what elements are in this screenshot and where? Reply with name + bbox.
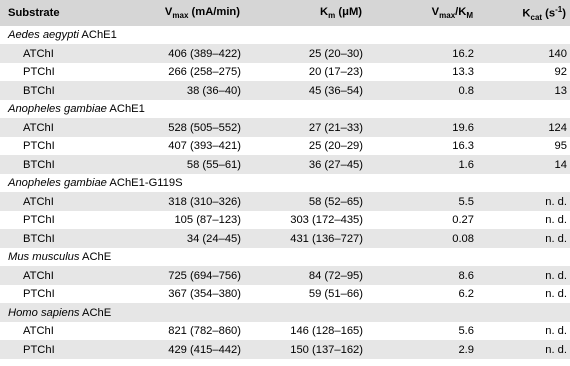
table-row [0, 285, 570, 304]
table-row [0, 82, 570, 101]
kcat-cell: n. d. [477, 211, 570, 230]
group-header-row [0, 26, 570, 45]
table-row [0, 211, 570, 230]
table-row [0, 156, 570, 175]
substrate-cell: ATChI [0, 322, 111, 341]
group-header-row [0, 304, 570, 323]
table-row [0, 341, 570, 360]
ratio-cell: 0.8 [366, 82, 477, 101]
kcat-cell: n. d. [477, 285, 570, 304]
species-name: Mus musculus [8, 251, 80, 264]
substrate-cell: PTChI [0, 63, 111, 82]
group-label [0, 304, 570, 323]
ratio-cell: 5.5 [366, 193, 477, 212]
vmax-cell: 58 (55–61) [111, 156, 244, 175]
table-row [0, 119, 570, 138]
enzyme-name: AChE1 [106, 103, 145, 116]
ratio-cell: 19.6 [366, 119, 477, 138]
kcat-cell: 124 [477, 119, 570, 138]
enzyme-name: AChE [79, 306, 112, 319]
table-row [0, 230, 570, 249]
group-header-row [0, 248, 570, 267]
substrate-cell: PTChI [0, 211, 111, 230]
table-row [0, 267, 570, 286]
substrate-cell: BTChI [0, 230, 111, 249]
vmax-cell: 429 (415–442) [111, 341, 244, 360]
vmax-cell: 725 (694–756) [111, 267, 244, 286]
kcat-cell: 95 [477, 137, 570, 156]
ratio-cell: 6.2 [366, 285, 477, 304]
kcat-cell: 140 [477, 45, 570, 64]
kcat-cell: n. d. [477, 322, 570, 341]
substrate-cell: PTChI [0, 341, 111, 360]
kcat-cell: n. d. [477, 193, 570, 212]
kcat-cell: n. d. [477, 267, 570, 286]
substrate-cell: PTChI [0, 285, 111, 304]
group-label [0, 100, 570, 119]
km-cell: 45 (36–54) [244, 82, 366, 101]
group-label [0, 26, 570, 45]
group-header-row [0, 174, 570, 193]
species-name: Aedes aegypti [8, 29, 79, 41]
ratio-cell: 16.2 [366, 45, 477, 64]
group-header-row [0, 100, 570, 119]
km-cell: 25 (20–29) [244, 137, 366, 156]
ratio-cell: 13.3 [366, 63, 477, 82]
header-kcat: $K_{cat}$ $(s^{-1})$ [522, 4, 566, 22]
species-name: Anopheles gambiae [8, 103, 107, 116]
km-cell: 25 (20–30) [244, 45, 366, 64]
enzyme-name: AChE1 [78, 29, 117, 41]
km-cell: 59 (51–66) [244, 285, 366, 304]
ratio-cell: 0.27 [366, 211, 477, 230]
species-name: Homo sapiens [8, 306, 80, 319]
table-row [0, 63, 570, 82]
vmax-cell: 407 (393–421) [111, 137, 244, 156]
km-cell: 150 (137–162) [244, 341, 366, 360]
ratio-cell: 8.6 [366, 267, 477, 286]
vmax-cell: 38 (36–40) [111, 82, 244, 101]
vmax-cell: 406 (389–422) [111, 45, 244, 64]
km-cell: 36 (27–45) [244, 156, 366, 175]
species-name: Anopheles gambiae [8, 177, 107, 190]
km-cell: 20 (17–23) [244, 63, 366, 82]
vmax-cell: 34 (24–45) [111, 230, 244, 249]
enzyme-name: AChE1-G119S [106, 177, 183, 190]
substrate-cell: PTChI [0, 137, 111, 156]
vmax-cell: 528 (505–552) [111, 119, 244, 138]
vmax-cell: 318 (310–326) [111, 193, 244, 212]
table-body [0, 26, 570, 359]
km-cell: 431 (136–727) [244, 230, 366, 249]
km-cell: 303 (172–435) [244, 211, 366, 230]
header-substrate: Substrate [8, 7, 60, 19]
ratio-cell: 1.6 [366, 156, 477, 175]
table-row [0, 45, 570, 64]
table-row [0, 193, 570, 212]
header-km: $K_m$ (μM) [320, 5, 362, 21]
kcat-cell: 13 [477, 82, 570, 101]
substrate-cell: BTChI [0, 156, 111, 175]
km-cell: 84 (72–95) [244, 267, 366, 286]
header-row [0, 0, 570, 26]
substrate-cell: ATChI [0, 193, 111, 212]
ratio-cell: 0.08 [366, 230, 477, 249]
substrate-cell: ATChI [0, 119, 111, 138]
header-vmax-km-ratio: $V_{max}/K_M$ [431, 5, 473, 21]
kcat-cell: n. d. [477, 230, 570, 249]
substrate-cell: ATChI [0, 45, 111, 64]
vmax-cell: 266 (258–275) [111, 63, 244, 82]
vmax-cell: 105 (87–123) [111, 211, 244, 230]
substrate-cell: BTChI [0, 82, 111, 101]
ratio-cell: 5.6 [366, 322, 477, 341]
kcat-cell: n. d. [477, 341, 570, 360]
table-header [0, 0, 570, 26]
header-vmax: $V_{max}$ (mA/min) [164, 5, 240, 21]
group-label [0, 174, 570, 193]
km-cell: 58 (52–65) [244, 193, 366, 212]
kcat-cell: 92 [477, 63, 570, 82]
substrate-cell: ATChI [0, 267, 111, 286]
enzyme-name: AChE [79, 251, 112, 264]
group-label [0, 248, 570, 267]
table-row [0, 322, 570, 341]
vmax-cell: 367 (354–380) [111, 285, 244, 304]
ratio-cell: 16.3 [366, 137, 477, 156]
vmax-cell: 821 (782–860) [111, 322, 244, 341]
ratio-cell: 2.9 [366, 341, 477, 360]
kcat-cell: 14 [477, 156, 570, 175]
km-cell: 27 (21–33) [244, 119, 366, 138]
table-row [0, 137, 570, 156]
km-cell: 146 (128–165) [244, 322, 366, 341]
